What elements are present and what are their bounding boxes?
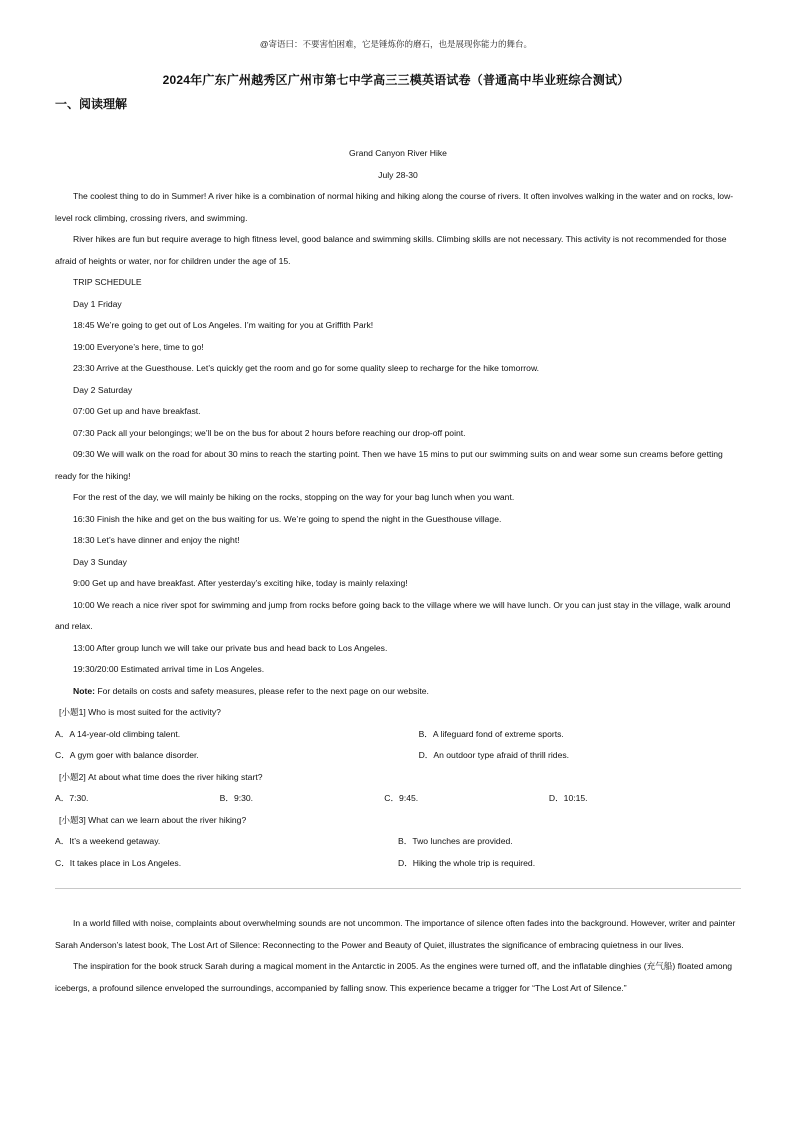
section-divider [55, 888, 741, 889]
header-motto: @寄语曰：不要害怕困难，它是锤炼你的磨石，也是展现你能力的舞台。 [259, 39, 533, 49]
intro-paragraph-2: River hikes are fun but require average to high fitness level, good balance and swimming skills. Climbing skills are not necessary. This activity is not recommended for those afraid of heights or water, nor for children under the age of 15. [55, 234, 727, 266]
question-1-options-row-1 [55, 724, 741, 746]
schedule-item: 10:00 We reach a nice river spot for swimming and jump from rocks before going back to the village where we will have lunch. Or you can just stay in the village, walk around and relax. [55, 599, 731, 631]
option-c[interactable]: C．9:45. [384, 793, 419, 803]
passage-date: July 28-30 [378, 169, 418, 180]
passage-2-paragraph-2: The inspiration for the book struck Sarah during a magical moment in the Antarctic in 2005. As the engines were turned off, and the inflatable dinghies (充气船) floated among icebergs, a profound silence enveloped the surroundings, accompanied by falling snow. This experience became a trigger for “The Lost Art of Silence.” [55, 961, 733, 993]
day-3-heading: Day 3 Sunday [73, 556, 127, 567]
intro-paragraph-1: The coolest thing to do in Summer! A river hike is a combination of normal hiking and hiking along the course of rivers. It often involves walking in the water and on rocks, low-level rock climbing, crossing rivers, and swimming. [55, 191, 734, 223]
option-c[interactable]: C．A gym goer with balance disorder. [55, 750, 199, 760]
passage-2 [55, 913, 741, 999]
schedule-item: For the rest of the day, we will mainly be hiking on the rocks, stopping on the way for your bag lunch when you want. [73, 492, 515, 502]
option-a[interactable]: A．A 14-year-old climbing talent. [55, 728, 181, 739]
option-c[interactable]: C．It takes place in Los Angeles. [55, 857, 182, 868]
option-b[interactable]: B．9:30. [219, 793, 254, 803]
schedule-item: 16:30 Finish the hike and get on the bus waiting for us. We’re going to spend the night in the Guesthouse village. [73, 513, 502, 524]
option-d[interactable]: D．10:15. [548, 793, 588, 803]
passage-1 [55, 143, 741, 874]
schedule-item: 13:00 After group lunch we will take our private bus and head back to Los Angeles. [73, 642, 388, 653]
option-b[interactable]: B．Two lunches are provided. [398, 836, 513, 846]
schedule-item: 07:00 Get up and have breakfast. [73, 406, 201, 416]
question-3-stem: [小题3] What can we learn about the river hiking? [59, 814, 247, 825]
passage-2-paragraph-1: In a world filled with noise, complaints about overwhelming sounds are not uncommon. The importance of silence often fades into the background. However, writer and painter Sarah Anderson’s latest book, The Lost Art of Silence: Reconnecting to the Power and Beauty of Quiet, illustrates the significance of embracing quietness in our lives. [55, 918, 736, 950]
schedule-heading: TRIP SCHEDULE [73, 277, 142, 287]
question-1-stem: [小题1] Who is most suited for the activity? [59, 707, 221, 717]
day-2-heading: Day 2 Saturday [73, 384, 133, 395]
schedule-item: 9:00 Get up and have breakfast. After yesterday’s exciting hike, today is mainly relaxing! [73, 578, 408, 588]
option-d[interactable]: D．Hiking the whole trip is required. [398, 857, 536, 868]
option-d[interactable]: D．An outdoor type afraid of thrill rides. [418, 750, 570, 760]
schedule-item: 18:45 We’re going to get out of Los Angeles. I’m waiting for you at Griffith Park! [73, 320, 374, 330]
schedule-item: 09:30 We will walk on the road for about 30 mins to reach the starting point. Then we have 15 mins to put our swimming suits on and wear some sun creams before getting ready for the hiking! [55, 449, 723, 481]
day-1-heading: Day 1 Friday [73, 298, 122, 309]
section-heading: 一、阅读理解 [55, 97, 128, 111]
schedule-item: 18:30 Let’s have dinner and enjoy the night! [73, 535, 240, 545]
note-text: For details on costs and safety measures, please refer to the next page on our website. [94, 685, 429, 696]
passage-title: Grand Canyon River Hike [349, 148, 447, 158]
question-2-stem: [小题2] At about what time does the river hiking start? [59, 771, 263, 782]
question-3-options-row-2 [55, 853, 741, 875]
question-2-options [55, 788, 741, 810]
note-line [55, 681, 741, 703]
option-b[interactable]: B．A lifeguard fond of extreme sports. [418, 728, 564, 739]
schedule-item: 19:00 Everyone’s here, time to go! [73, 341, 204, 352]
schedule-item: 07:30 Pack all your belongings; we’ll be on the bus for about 2 hours before reaching our drop-off point. [73, 427, 466, 438]
exam-title: 2024年广东广州越秀区广州市第七中学高三三模英语试卷（普通高中毕业班综合测试） [162, 73, 630, 87]
option-a[interactable]: A．7:30. [55, 793, 89, 803]
note-label: Note: [73, 685, 95, 696]
schedule-item: 23:30 Arrive at the Guesthouse. Let’s quickly get the room and go for some quality sleep to recharge for the hike tomorrow. [73, 363, 540, 373]
question-3-options-row-1 [55, 831, 741, 853]
option-a[interactable]: A．It’s a weekend getaway. [55, 836, 161, 846]
schedule-item: 19:30/20:00 Estimated arrival time in Los Angeles. [73, 664, 265, 674]
question-1-options-row-2 [55, 745, 741, 767]
